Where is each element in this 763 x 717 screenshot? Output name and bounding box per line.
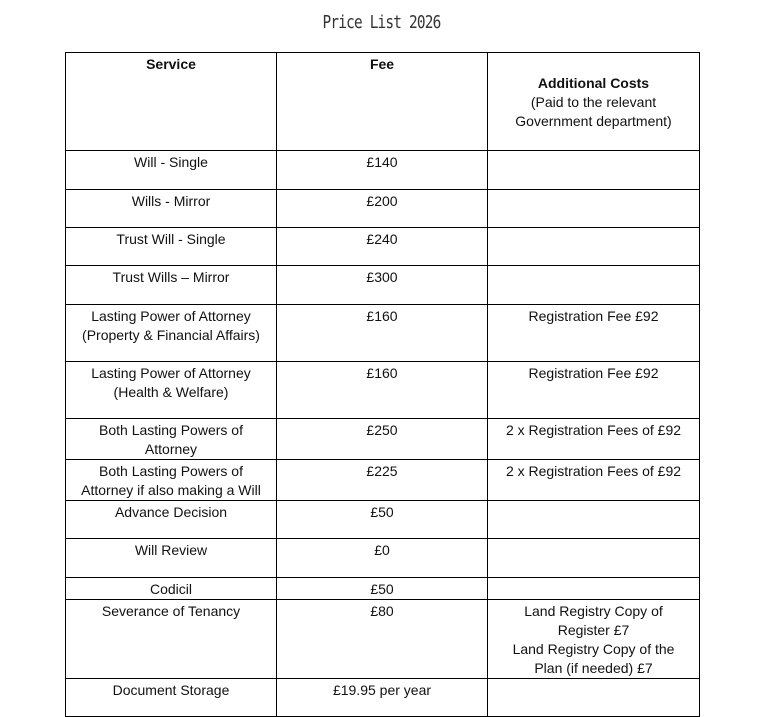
header-additional-costs xyxy=(488,53,700,151)
additional-costs-cell xyxy=(488,539,700,578)
additional-costs-cell xyxy=(488,266,700,305)
additional-costs-cell xyxy=(488,578,700,600)
additional-costs-cell: 2 x Registration Fees of £92 xyxy=(488,419,700,460)
table-row xyxy=(66,460,700,501)
additional-costs-cell xyxy=(488,679,700,717)
table-row xyxy=(66,190,700,228)
fee-cell: £80 xyxy=(277,600,488,679)
service-cell: Lasting Power of Attorney (Property & Financial Affairs) xyxy=(66,305,277,362)
fee-cell: £200 xyxy=(277,190,488,228)
service-cell: Both Lasting Powers of Attorney if also making a Will xyxy=(66,460,277,501)
header-additional-label: Additional Costs xyxy=(537,75,650,91)
fee-cell: £225 xyxy=(277,460,488,501)
fee-cell: £300 xyxy=(277,266,488,305)
service-cell: Severance of Tenancy xyxy=(66,600,277,679)
fee-cell: £50 xyxy=(277,578,488,600)
fee-cell: £160 xyxy=(277,362,488,419)
table-row xyxy=(66,539,700,578)
fee-cell: £160 xyxy=(277,305,488,362)
table-row xyxy=(66,362,700,419)
header-additional-note: (Paid to the relevant Government department) xyxy=(515,94,672,129)
service-cell: Wills - Mirror xyxy=(66,190,277,228)
additional-costs-cell xyxy=(488,151,700,190)
page-title: Price List 2026 xyxy=(322,12,441,33)
fee-cell: £240 xyxy=(277,228,488,266)
additional-costs-cell xyxy=(488,501,700,539)
additional-costs-cell: 2 x Registration Fees of £92 xyxy=(488,460,700,501)
table-row xyxy=(66,578,700,600)
table-row xyxy=(66,228,700,266)
fee-cell: £250 xyxy=(277,419,488,460)
additional-costs-cell xyxy=(488,228,700,266)
table-row xyxy=(66,679,700,717)
service-cell: Codicil xyxy=(66,578,277,600)
service-cell: Will Review xyxy=(66,539,277,578)
service-cell: Trust Will - Single xyxy=(66,228,277,266)
table-row xyxy=(66,266,700,305)
service-cell: Document Storage xyxy=(66,679,277,717)
price-table xyxy=(65,52,700,717)
table-row xyxy=(66,501,700,539)
service-cell: Will - Single xyxy=(66,151,277,190)
additional-costs-cell: Registration Fee £92 xyxy=(488,305,700,362)
table-row xyxy=(66,151,700,190)
service-cell: Trust Wills – Mirror xyxy=(66,266,277,305)
header-fee: Fee xyxy=(277,53,488,151)
fee-cell: £50 xyxy=(277,501,488,539)
fee-cell: £19.95 per year xyxy=(277,679,488,717)
table-row xyxy=(66,305,700,362)
additional-costs-cell: Land Registry Copy of Register £7 Land Registry Copy of the Plan (if needed) £7 xyxy=(488,600,700,679)
fee-cell: £140 xyxy=(277,151,488,190)
service-cell: Both Lasting Powers of Attorney xyxy=(66,419,277,460)
table-header-row xyxy=(66,53,700,151)
table-row xyxy=(66,419,700,460)
service-cell: Lasting Power of Attorney (Health & Welfare) xyxy=(66,362,277,419)
additional-costs-cell: Registration Fee £92 xyxy=(488,362,700,419)
additional-costs-cell xyxy=(488,190,700,228)
header-service: Service xyxy=(66,53,277,151)
fee-cell: £0 xyxy=(277,539,488,578)
service-cell: Advance Decision xyxy=(66,501,277,539)
